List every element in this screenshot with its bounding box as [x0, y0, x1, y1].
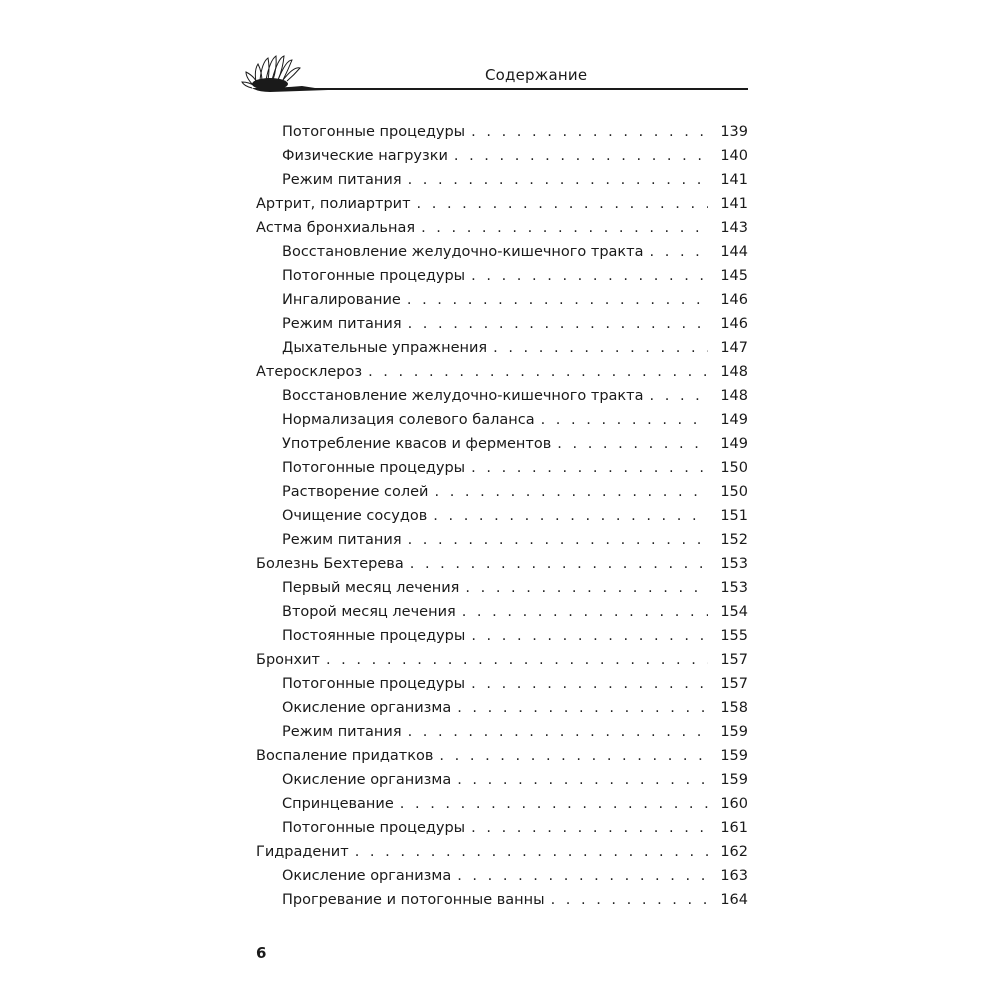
dot-leader — [407, 288, 708, 312]
toc-subsection-entry — [256, 336, 748, 360]
page-number: 6 — [256, 944, 267, 962]
toc-entry-title: Потогонные процедуры — [282, 460, 466, 476]
toc-entry-page: 148 — [720, 388, 748, 404]
toc-entry-title: Ингалирование — [282, 292, 401, 308]
toc-subsection-entry — [256, 768, 748, 792]
toc-entry-title: Потогонные процедуры — [282, 676, 466, 692]
header-rule — [300, 88, 748, 90]
toc-section-entry — [256, 216, 748, 240]
dot-leader — [557, 432, 708, 456]
dot-leader — [434, 480, 708, 504]
toc-entry-title: Потогонные процедуры — [282, 820, 466, 836]
toc-subsection-entry — [256, 264, 748, 288]
toc-subsection-entry — [256, 432, 748, 456]
toc-subsection-entry — [256, 864, 748, 888]
toc-entry-page: 161 — [720, 820, 748, 836]
toc-entry-page: 145 — [720, 268, 748, 284]
toc-entry-title: Бронхит — [256, 652, 320, 668]
toc-entry-title: Дыхательные упражнения — [282, 340, 488, 356]
toc-entry-page: 160 — [720, 796, 748, 812]
toc-entry-title: Потогонные процедуры — [282, 268, 466, 284]
toc-subsection-entry — [256, 240, 748, 264]
dot-leader — [408, 528, 708, 552]
toc-entry-page: 153 — [720, 580, 748, 596]
toc-entry-title: Спринцевание — [282, 796, 394, 812]
toc-entry-title: Восстановление желудочно-кишечного тракта — [282, 244, 644, 260]
toc-entry-page: 164 — [720, 892, 748, 908]
dot-leader — [408, 312, 708, 336]
toc-subsection-entry — [256, 312, 748, 336]
toc-entry-title: Прогревание и потогонные ванны — [282, 892, 545, 908]
dot-leader — [400, 792, 708, 816]
toc-section-entry — [256, 840, 748, 864]
toc-entry-page: 162 — [720, 844, 748, 860]
header-title: Содержание — [485, 66, 588, 84]
toc-entry-page: 152 — [720, 532, 748, 548]
dot-leader — [457, 696, 708, 720]
toc-entry-page: 144 — [720, 244, 748, 260]
dot-leader — [421, 216, 708, 240]
toc-subsection-entry — [256, 696, 748, 720]
toc-subsection-entry — [256, 816, 748, 840]
toc-entry-page: 149 — [720, 412, 748, 428]
toc-subsection-entry — [256, 480, 748, 504]
dot-leader — [471, 264, 708, 288]
toc-entry-title: Воспаление придатков — [256, 748, 434, 764]
dot-leader — [457, 768, 708, 792]
dot-leader — [326, 648, 708, 672]
toc-entry-page: 154 — [720, 604, 748, 620]
dot-leader — [433, 504, 708, 528]
toc-subsection-entry — [256, 600, 748, 624]
toc-entry-title: Астма бронхиальная — [256, 220, 416, 236]
dot-leader — [471, 624, 708, 648]
toc-subsection-entry — [256, 384, 748, 408]
toc-subsection-entry — [256, 888, 748, 912]
toc-entry-title: Первый месяц лечения — [282, 580, 460, 596]
dot-leader — [541, 408, 708, 432]
toc-section-entry — [256, 744, 748, 768]
toc-entry-page: 157 — [720, 652, 748, 668]
toc-entry-page: 159 — [720, 724, 748, 740]
toc-entry-page: 159 — [720, 748, 748, 764]
toc-entry-title: Окисление организма — [282, 772, 452, 788]
dot-leader — [471, 120, 708, 144]
toc-entry-title: Окисление организма — [282, 868, 452, 884]
toc-entry-page: 158 — [720, 700, 748, 716]
toc-entry-page: 153 — [720, 556, 748, 572]
toc-subsection-entry — [256, 144, 748, 168]
dot-leader — [465, 576, 708, 600]
toc-entry-title: Постоянные процедуры — [282, 628, 466, 644]
toc-entry-title: Нормализация солевого баланса — [282, 412, 535, 428]
toc-entry-title: Второй месяц лечения — [282, 604, 456, 620]
toc-subsection-entry — [256, 576, 748, 600]
toc-entry-title: Физические нагрузки — [282, 148, 448, 164]
toc-entry-title: Режим питания — [282, 724, 402, 740]
toc-entry-page: 140 — [720, 148, 748, 164]
toc-entry-title: Режим питания — [282, 316, 402, 332]
toc-entry-page: 141 — [720, 196, 748, 212]
dot-leader — [471, 456, 708, 480]
dot-leader — [471, 816, 708, 840]
dot-leader — [439, 744, 708, 768]
toc-subsection-entry — [256, 456, 748, 480]
toc-section-entry — [256, 192, 748, 216]
table-of-contents — [256, 120, 748, 912]
dot-leader — [368, 360, 708, 384]
toc-entry-title: Восстановление желудочно-кишечного тракта — [282, 388, 644, 404]
toc-entry-title: Режим питания — [282, 172, 402, 188]
toc-entry-page: 149 — [720, 436, 748, 452]
toc-entry-title: Потогонные процедуры — [282, 124, 466, 140]
dot-leader — [408, 168, 708, 192]
toc-entry-page: 150 — [720, 460, 748, 476]
toc-entry-page: 146 — [720, 292, 748, 308]
dot-leader — [417, 192, 708, 216]
toc-entry-page: 159 — [720, 772, 748, 788]
toc-entry-page: 151 — [720, 508, 748, 524]
toc-entry-title: Употребление квасов и ферментов — [282, 436, 552, 452]
toc-subsection-entry — [256, 792, 748, 816]
toc-entry-title: Болезнь Бехтерева — [256, 556, 404, 572]
toc-subsection-entry — [256, 672, 748, 696]
toc-entry-title: Гидраденит — [256, 844, 349, 860]
toc-entry-title: Очищение сосудов — [282, 508, 428, 524]
toc-subsection-entry — [256, 120, 748, 144]
toc-entry-page: 157 — [720, 676, 748, 692]
toc-subsection-entry — [256, 408, 748, 432]
toc-section-entry — [256, 648, 748, 672]
toc-section-entry — [256, 360, 748, 384]
dot-leader — [493, 336, 708, 360]
toc-entry-page: 147 — [720, 340, 748, 356]
dot-leader — [355, 840, 708, 864]
toc-entry-page: 146 — [720, 316, 748, 332]
toc-entry-page: 143 — [720, 220, 748, 236]
toc-entry-title: Растворение солей — [282, 484, 429, 500]
dot-leader — [454, 144, 708, 168]
toc-entry-title: Артрит, полиартрит — [256, 196, 411, 212]
toc-subsection-entry — [256, 624, 748, 648]
toc-subsection-entry — [256, 168, 748, 192]
toc-subsection-entry — [256, 504, 748, 528]
toc-entry-page: 155 — [720, 628, 748, 644]
dot-leader — [650, 384, 708, 408]
dot-leader — [471, 672, 708, 696]
toc-section-entry — [256, 552, 748, 576]
dot-leader — [410, 552, 708, 576]
toc-entry-page: 148 — [720, 364, 748, 380]
toc-subsection-entry — [256, 720, 748, 744]
toc-subsection-entry — [256, 528, 748, 552]
dot-leader — [457, 864, 708, 888]
dot-leader — [462, 600, 708, 624]
toc-entry-title: Атеросклероз — [256, 364, 363, 380]
toc-entry-page: 139 — [720, 124, 748, 140]
dot-leader — [551, 888, 708, 912]
toc-entry-title: Окисление организма — [282, 700, 452, 716]
dot-leader — [650, 240, 708, 264]
dot-leader — [408, 720, 708, 744]
toc-entry-page: 141 — [720, 172, 748, 188]
toc-entry-title: Режим питания — [282, 532, 402, 548]
flower-ornament-icon — [240, 50, 330, 100]
toc-subsection-entry — [256, 288, 748, 312]
toc-entry-page: 150 — [720, 484, 748, 500]
toc-entry-page: 163 — [720, 868, 748, 884]
